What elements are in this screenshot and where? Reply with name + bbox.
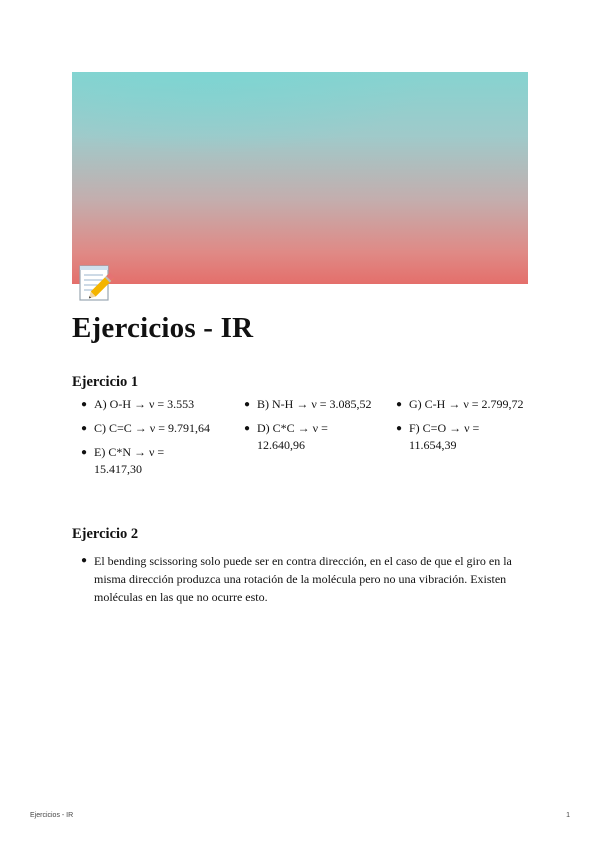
list-item: ● C) C=C → ν = 9.791,64 (81, 421, 210, 435)
list-item: ● F) C=O → ν = 11.654,39 (396, 421, 480, 452)
memo-pencil-icon[interactable] (76, 262, 120, 306)
paragraph-text: El bending scissoring solo puede ser en contra dirección, en el caso de que el giro en la misma dirección produzca una rotación de la molécula pero no una vibración. Existen moléculas en las que no ocurre esto. (94, 554, 512, 604)
list-item: ● E) C*N → ν = 15.417,30 (81, 445, 165, 476)
column-1 (72, 396, 212, 485)
list-item: ● G) C-H → ν = 2.799,72 (396, 397, 524, 411)
cover-image (72, 72, 528, 284)
list-item: ● A) O-H → ν = 3.553 (81, 397, 195, 411)
list-item: ● B) N-H → ν = 3.085,52 (244, 397, 372, 411)
page-title: Ejercicios - IR (72, 312, 254, 344)
heading-ejercicio-1: Ejercicio 1 (72, 374, 139, 390)
footer-title: Ejercicios - IR (30, 812, 74, 819)
page-number: 1 (566, 812, 570, 819)
column-3 (387, 396, 527, 461)
heading-ejercicio-2: Ejercicio 2 (72, 526, 139, 542)
column-2 (235, 396, 375, 461)
list-item: ● El bending scissoring solo puede ser en contra dirección, en el caso de que el giro en la misma dirección produzca una rotación de la molécula pero no una vibración. Existen moléculas en las que no ocurre esto. (81, 554, 512, 604)
list-item: ● D) C*C → ν = 12.640,96 (244, 421, 328, 452)
